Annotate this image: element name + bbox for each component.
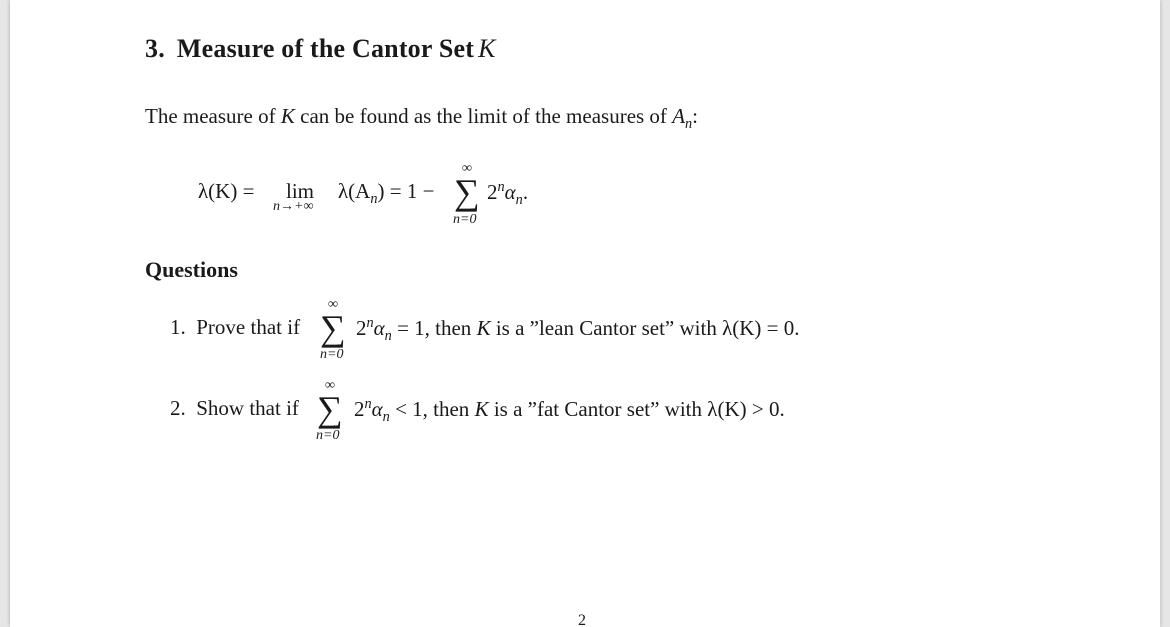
intro-post: can be found as the limit of the measures of <box>300 104 667 128</box>
question-1-lead: 1. Prove that if <box>170 315 301 339</box>
equation-sigma-bottom: n=0 <box>453 212 477 227</box>
section-number: 3. <box>145 34 165 63</box>
intro-colon: : <box>692 104 698 128</box>
equation-lim: lim <box>286 179 315 203</box>
intro-symbol: K <box>280 104 295 128</box>
question-1-sigma-bottom: n=0 <box>320 347 344 362</box>
question-2-sigma-bottom: n=0 <box>316 428 340 443</box>
question-1-sigma: ∑ <box>320 308 346 348</box>
section-symbol: K <box>478 34 496 63</box>
question-2-lead: 2. Show that if <box>170 396 299 420</box>
equation-term: $2^n\alpha_n$. <box>487 179 529 209</box>
equation-lhs: λ(K) = <box>198 179 255 203</box>
question-1-rest: $2^n\alpha_n = 1$, then K is a ”lean Cantor set” with λ(K) = 0. <box>356 315 800 345</box>
question-2-sigma-top: ∞ <box>325 378 335 393</box>
equation-sigma-top: ∞ <box>462 161 472 176</box>
questions-heading: Questions <box>145 257 238 282</box>
question-1-sigma-top: ∞ <box>328 297 338 312</box>
equation-sigma: ∑ <box>454 172 480 212</box>
section-title: Measure of the Cantor Set <box>176 34 475 63</box>
equation-mid: $\lambda(A_n) = 1$ − <box>338 179 435 208</box>
section-heading <box>145 34 496 64</box>
equation-lim-sub: n→+∞ <box>273 199 314 214</box>
page-number: 2 <box>578 612 586 627</box>
intro-pre: The measure of <box>145 104 276 128</box>
intro-paragraph <box>145 104 698 133</box>
question-2-rest: $2^n\alpha_n < 1$, then K is a ”fat Cantor set” with λ(K) > 0. <box>354 396 785 426</box>
document-page <box>10 0 1160 627</box>
question-2-sigma: ∑ <box>317 389 343 429</box>
intro-set: $A_n$ <box>672 104 693 133</box>
